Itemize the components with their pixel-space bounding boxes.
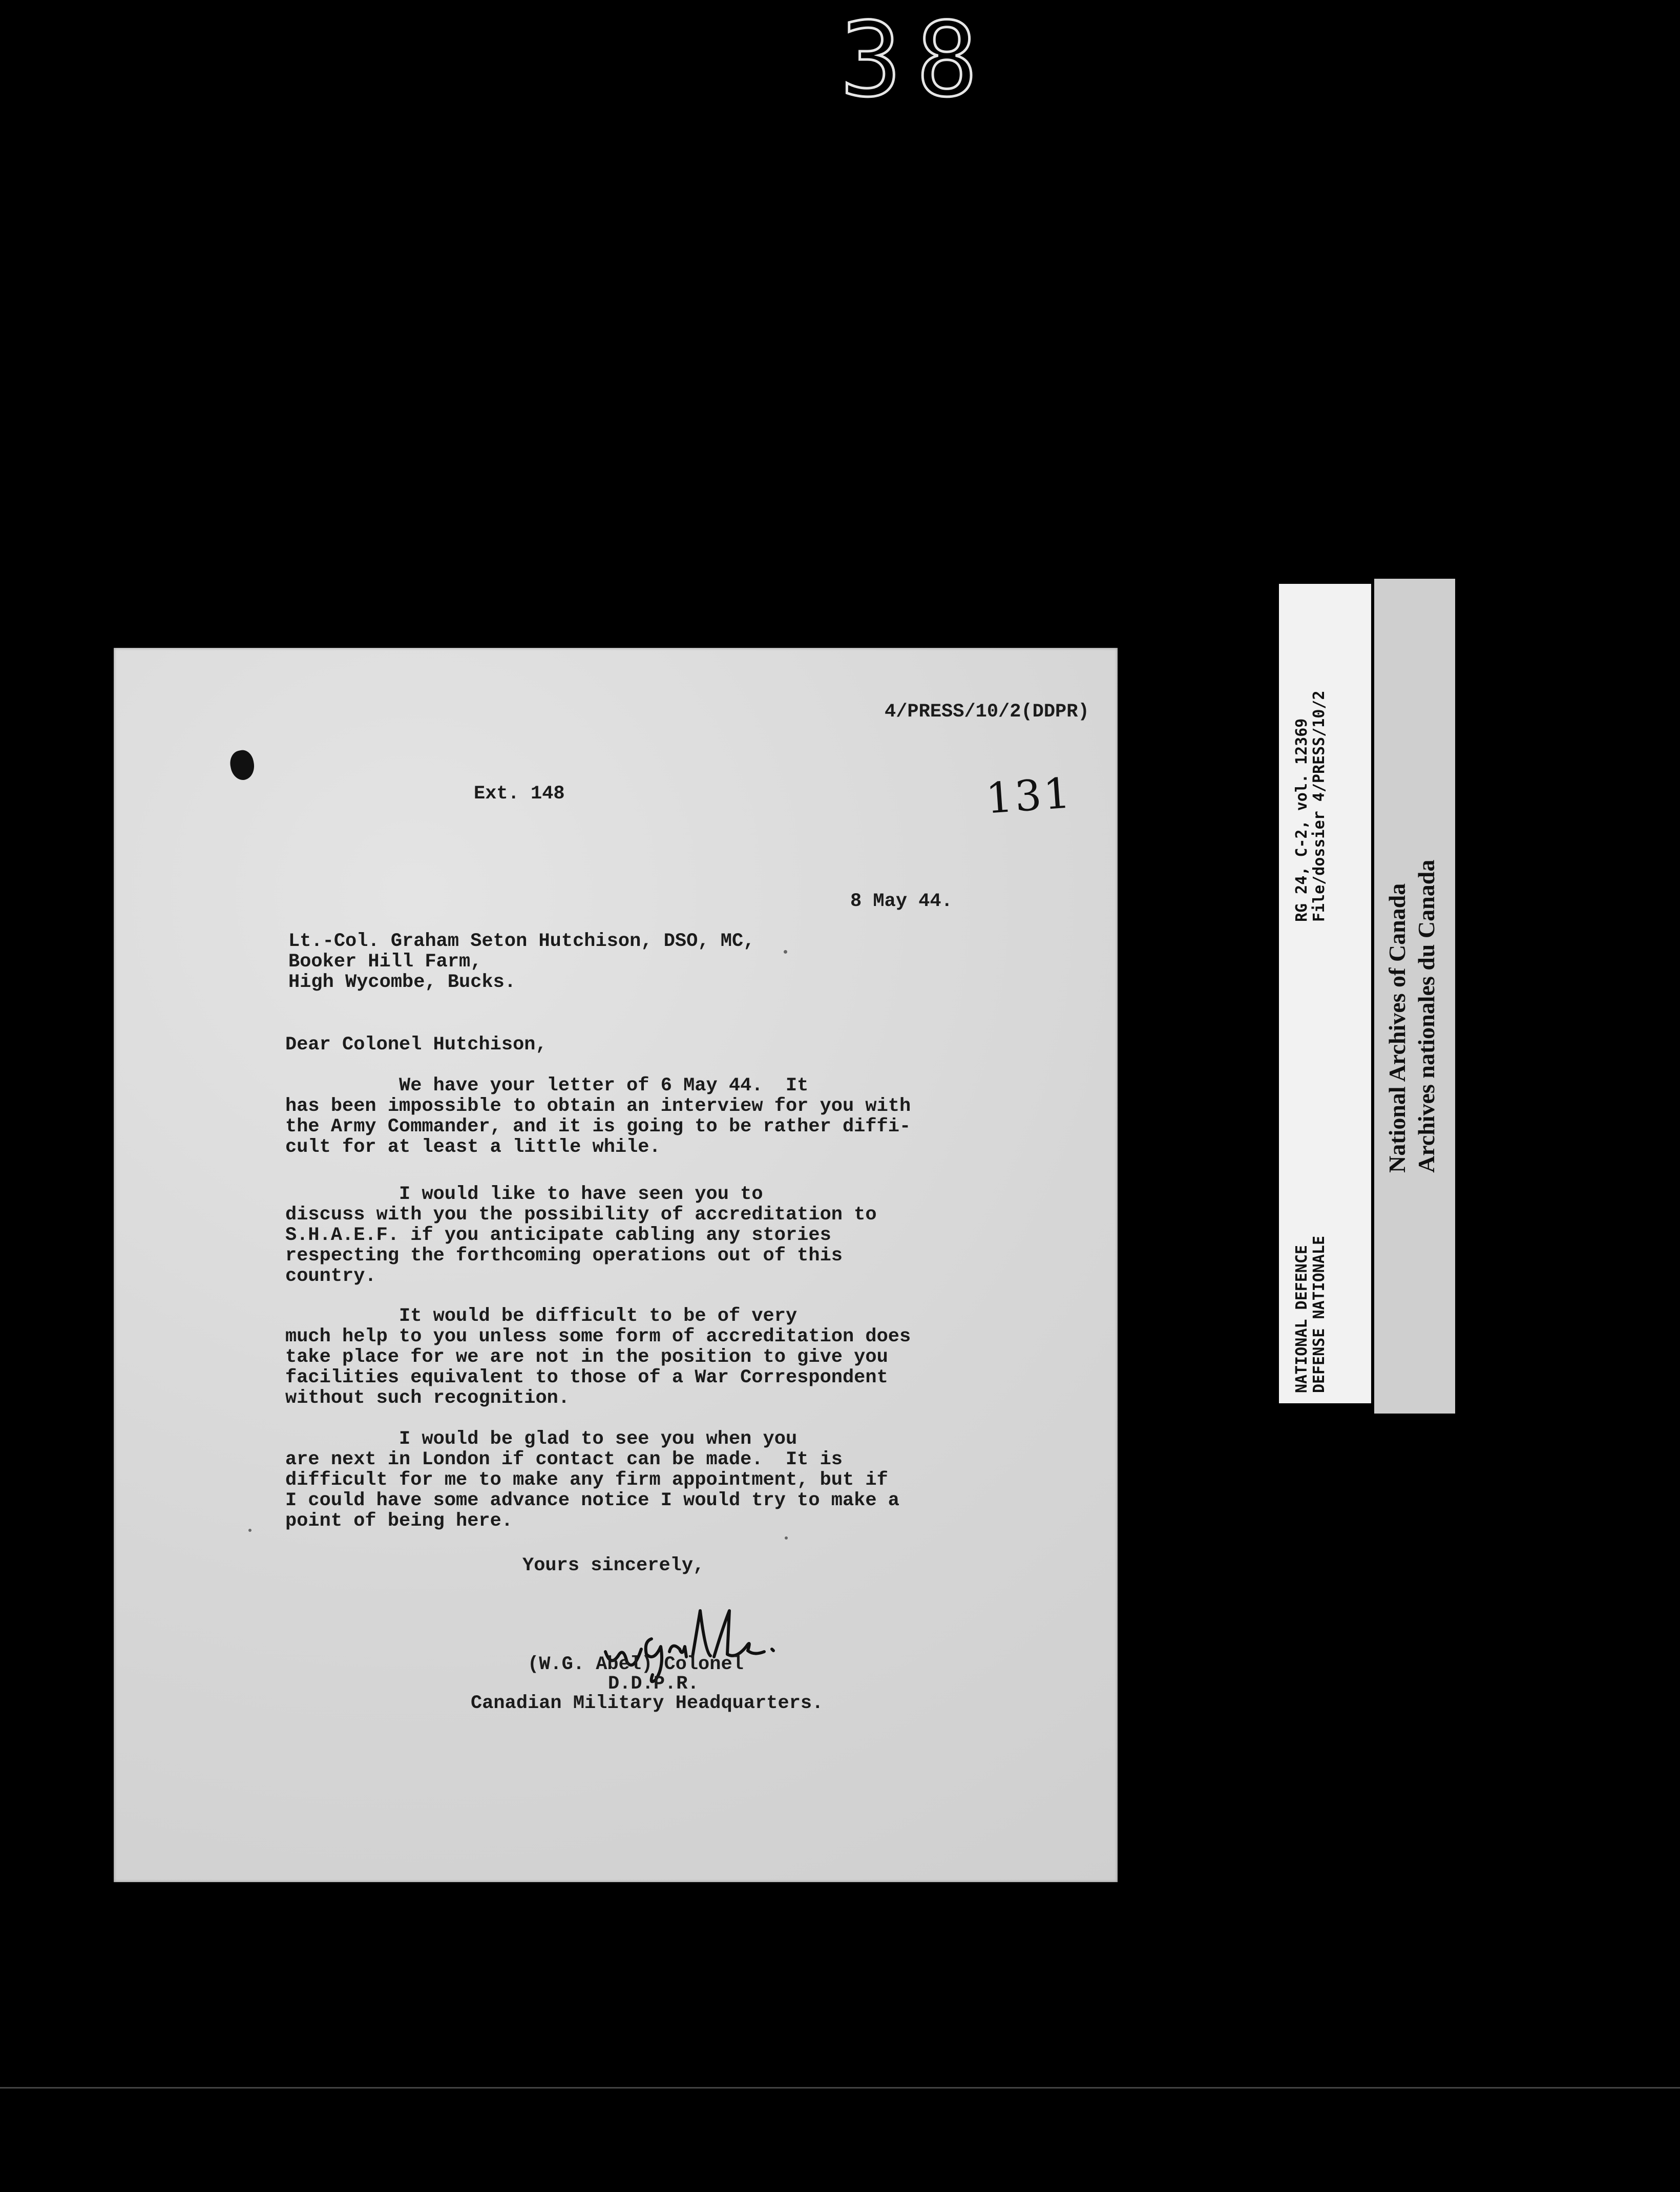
paragraph-line: difficult for me to make any firm appointment, but if <box>285 1469 888 1491</box>
frame-number: 38 <box>840 1 992 120</box>
closing: Yours sincerely, <box>522 1555 705 1576</box>
paragraph-line: I would like to have seen you to <box>285 1184 763 1205</box>
label-defense-nationale: DEFENSE NATIONALE <box>1310 1235 1328 1393</box>
paragraph-line: are next in London if contact can be made. It is <box>285 1449 843 1470</box>
label-file-dossier: File/dossier 4/PRESS/10/2 <box>1310 690 1328 922</box>
paragraph-line: We have your letter of 6 May 44. It <box>285 1075 809 1097</box>
signatory-name: (W.G. Abel) Colonel <box>528 1654 744 1675</box>
label-national-archives: National Archives of Canada <box>1384 883 1410 1173</box>
recipient-line: Booker Hill Farm, <box>288 951 482 973</box>
letter-page <box>114 648 1118 1882</box>
paragraph-line: It would be difficult to be of very <box>285 1305 797 1327</box>
recipient-line: Lt.-Col. Graham Seton Hutchison, DSO, MC, <box>288 931 755 952</box>
recipient-line: High Wycombe, Bucks. <box>288 972 516 993</box>
paragraph <box>285 1076 1105 1157</box>
letter-date: 8 May 44. <box>850 891 953 912</box>
speck <box>785 1536 788 1540</box>
speck <box>248 1529 251 1532</box>
paragraph-line: cult for at least a little while. <box>285 1136 661 1158</box>
label-archives-nationales: Archives nationales du Canada <box>1413 859 1439 1173</box>
paragraph-line: country. <box>285 1266 376 1287</box>
paragraph-line: point of being here. <box>285 1510 513 1532</box>
paragraph-line: has been impossible to obtain an interview for you with <box>285 1095 911 1117</box>
paragraph <box>285 1429 1105 1531</box>
handwritten-folio-number: 131 <box>984 769 1074 824</box>
paragraph-line: facilities equivalent to those of a War Correspondent <box>285 1367 888 1388</box>
label-national-defence: NATIONAL DEFENCE <box>1293 1245 1311 1393</box>
extension-number: Ext. 148 <box>474 783 565 805</box>
paragraph-line: S.H.A.E.F. if you anticipate cabling any stories <box>285 1225 831 1246</box>
film-edge-line <box>0 2087 1680 2089</box>
paragraph-line: much help to you unless some form of accreditation does <box>285 1326 911 1347</box>
paragraph-line: I could have some advance notice I would try to make a <box>285 1490 899 1511</box>
speck <box>784 950 787 954</box>
archive-label-white <box>1279 584 1371 1403</box>
paragraph-line: without such recognition. <box>285 1387 570 1409</box>
file-reference: 4/PRESS/10/2(DDPR) <box>885 701 1089 723</box>
paragraph-line: respecting the forthcoming operations out of this <box>285 1245 843 1267</box>
signatory-organization: Canadian Military Headquarters. <box>471 1693 824 1714</box>
signatory-title: D.D.P.R. <box>608 1673 699 1695</box>
paragraph-line: discuss with you the possibility of accreditation to <box>285 1204 877 1226</box>
paragraph-line: take place for we are not in the position to give you <box>285 1346 888 1368</box>
salutation: Dear Colonel Hutchison, <box>285 1034 547 1056</box>
paragraph <box>285 1184 1105 1287</box>
archive-label-grey <box>1374 579 1455 1414</box>
paragraph-line: the Army Commander, and it is going to be rather diffi- <box>285 1116 911 1137</box>
label-rg-reference: RG 24, C-2, vol. 12369 <box>1293 718 1311 922</box>
paragraph <box>285 1306 1105 1408</box>
paragraph-line: I would be glad to see you when you <box>285 1428 797 1450</box>
punch-hole <box>227 748 257 782</box>
